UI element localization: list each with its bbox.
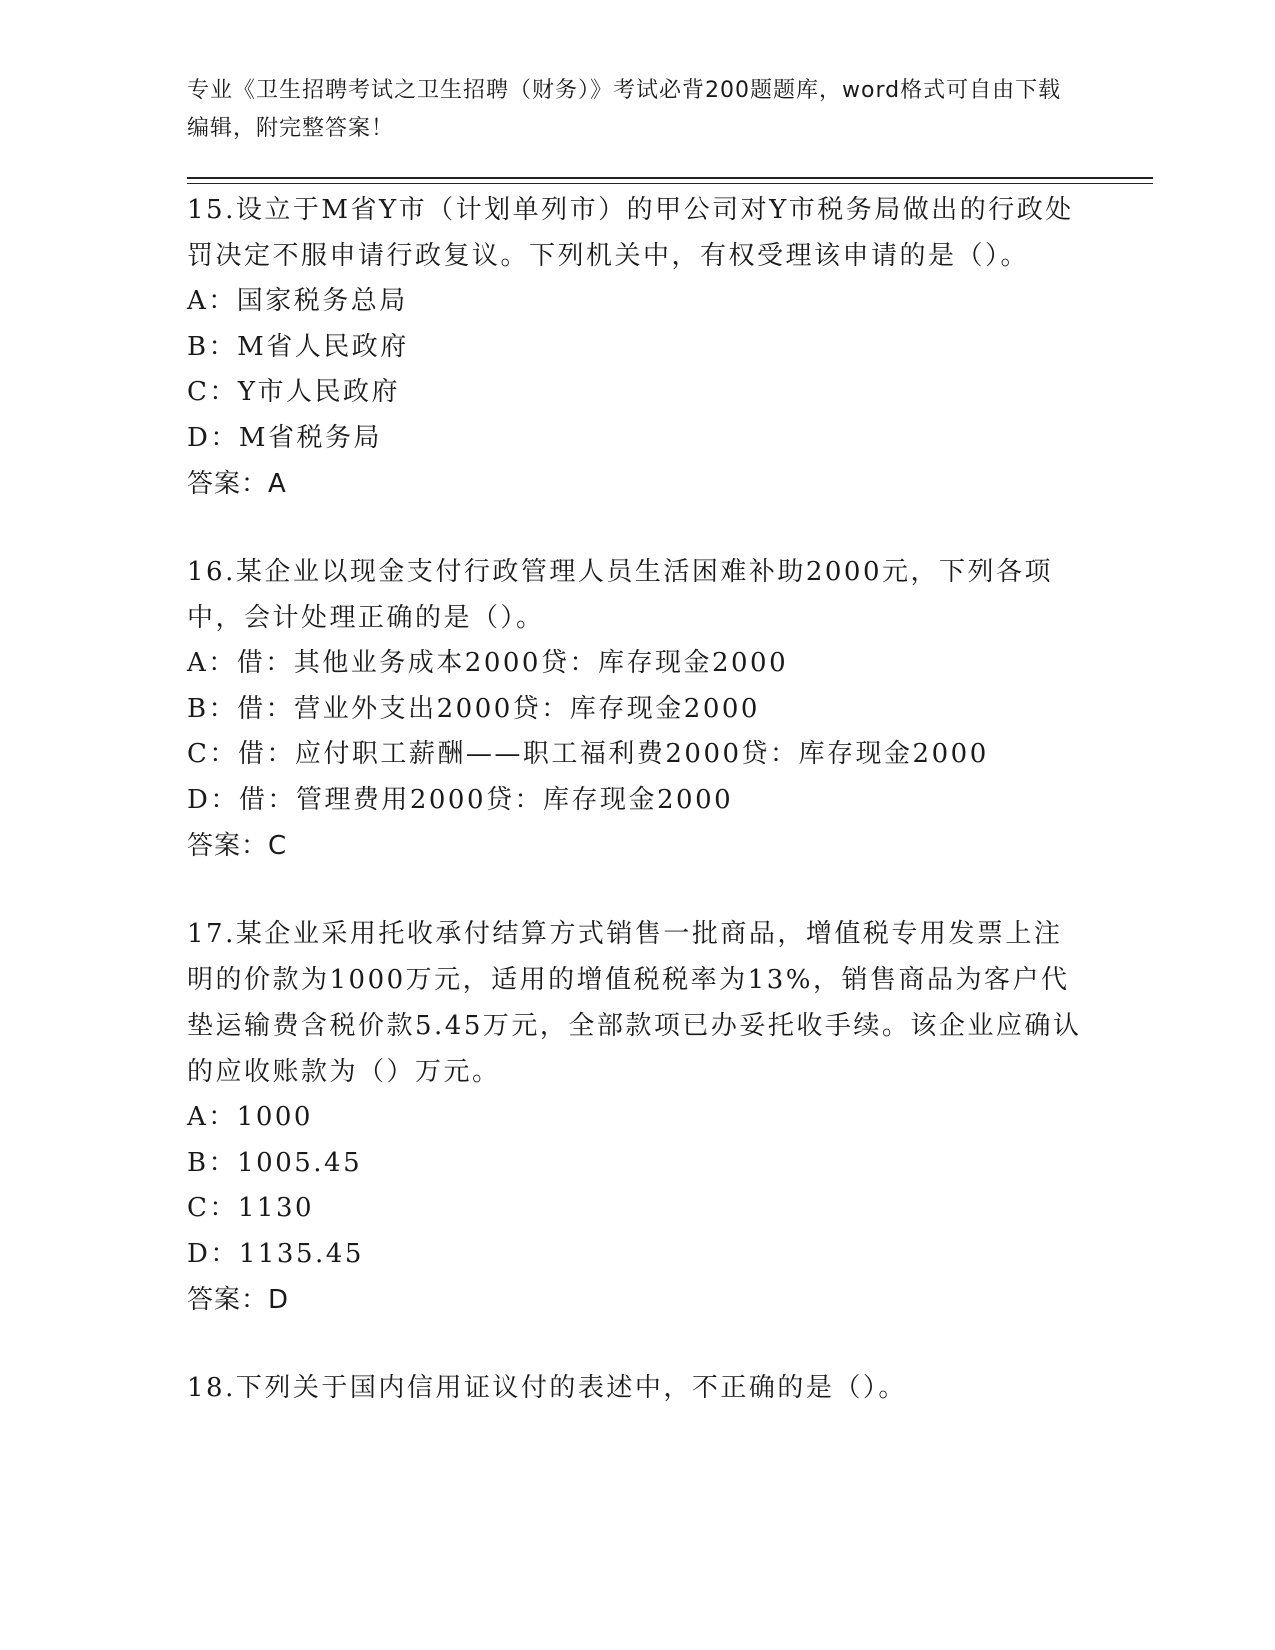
option-c: C：借：应付职工薪酬——职工福利费2000贷：库存现金2000 xyxy=(187,739,989,769)
question-text: 16.某企业以现金支付行政管理人员生活困难补助2000元，下列各项中，会计处理正确的是（）。 xyxy=(187,557,1054,633)
answer-text: 答案：A xyxy=(187,469,287,499)
document-header: 专业《卫生招聘考试之卫生招聘（财务）》考试必背200题题库，word格式可自由下载编辑，附完整答案！ xyxy=(187,78,1062,141)
question-list xyxy=(187,187,1087,1453)
option-a: A：1000 xyxy=(187,1102,313,1132)
question-15 xyxy=(187,187,1087,507)
answer-text: 答案：C xyxy=(187,831,288,861)
question-text: 15.设立于M省Y市（计划单列市）的甲公司对Y市税务局做出的行政处罚决定不服申请行政复议。下列机关中，有权受理该申请的是（）。 xyxy=(187,195,1074,271)
question-text: 17.某企业采用托收承付结算方式销售一批商品，增值税专用发票上注明的价款为1000万元，适用的增值税税率为13%，销售商品为客户代垫运输费含税价款5.45万元，全部款项已办妥托收手续。该企业应确认的应收账款为（）万元。 xyxy=(187,919,1082,1087)
question-text: 18.下列关于国内信用证议付的表述中，不正确的是（）。 xyxy=(187,1373,907,1403)
option-b: B：借：营业外支出2000贷：库存现金2000 xyxy=(187,693,760,724)
option-a: A：国家税务总局 xyxy=(187,286,408,316)
option-d: D：借：管理费用2000贷：库存现金2000 xyxy=(187,784,734,815)
question-17 xyxy=(187,911,1087,1323)
option-d: D：1135.45 xyxy=(187,1238,364,1269)
header-divider-thin xyxy=(187,183,1153,184)
option-c: C：Y市人民政府 xyxy=(187,377,401,407)
option-c: C：1130 xyxy=(187,1193,315,1223)
option-b: B：1005.45 xyxy=(187,1147,363,1178)
header-divider-thick xyxy=(187,177,1153,179)
answer-text: 答案：D xyxy=(187,1285,290,1315)
option-b: B：M省人民政府 xyxy=(187,331,409,362)
option-a: A：借：其他业务成本2000贷：库存现金2000 xyxy=(187,648,789,678)
question-16 xyxy=(187,549,1087,869)
question-18 xyxy=(187,1365,1087,1411)
option-d: D：M省税务局 xyxy=(187,422,382,453)
